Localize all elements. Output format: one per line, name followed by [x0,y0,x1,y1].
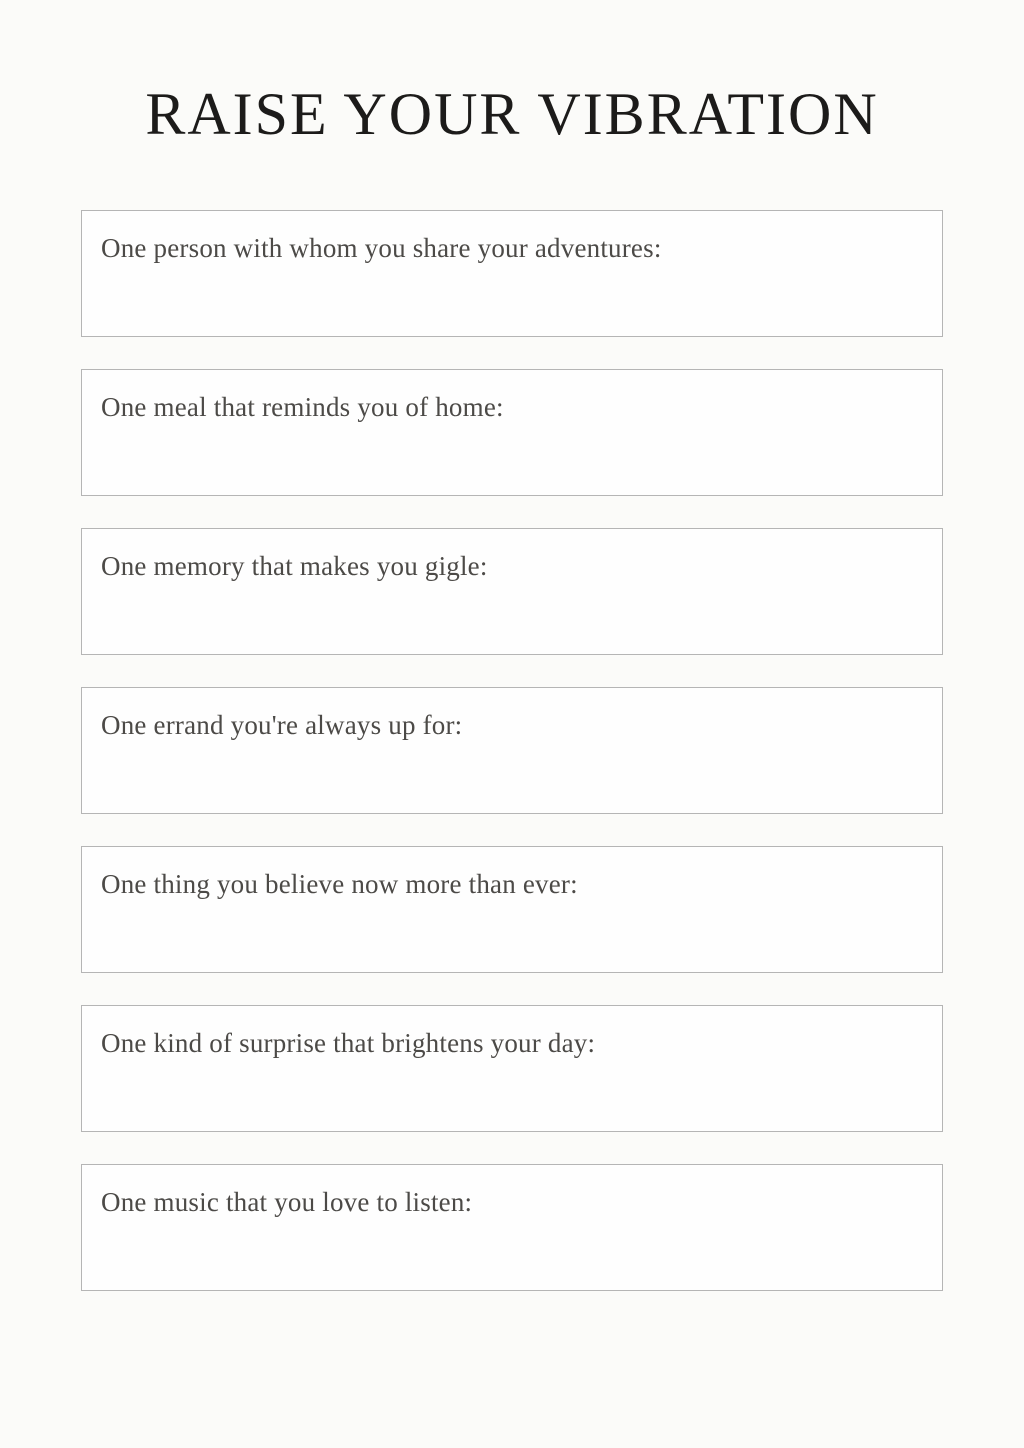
prompt-label: One memory that makes you gigle: [101,551,488,581]
answer-area[interactable] [101,1059,923,1111]
answer-area[interactable] [101,582,923,634]
prompt-box-errand[interactable] [81,687,943,814]
prompt-label: One meal that reminds you of home: [101,392,504,422]
prompt-label: One person with whom you share your adventures: [101,233,662,263]
prompt-box-list [81,210,943,1291]
prompt-box-meal[interactable] [81,369,943,496]
answer-area[interactable] [101,1218,923,1270]
prompt-label: One errand you're always up for: [101,710,463,740]
prompt-box-memory[interactable] [81,528,943,655]
prompt-box-surprise[interactable] [81,1005,943,1132]
answer-area[interactable] [101,264,923,316]
prompt-label: One kind of surprise that brightens your day: [101,1028,596,1058]
prompt-label: One thing you believe now more than ever: [101,869,578,899]
page-title: RAISE YOUR VIBRATION [145,81,879,147]
answer-area[interactable] [101,900,923,952]
prompt-label: One music that you love to listen: [101,1187,473,1217]
answer-area[interactable] [101,741,923,793]
prompt-box-music[interactable] [81,1164,943,1291]
answer-area[interactable] [101,423,923,475]
prompt-box-adventures[interactable] [81,210,943,337]
prompt-box-belief[interactable] [81,846,943,973]
